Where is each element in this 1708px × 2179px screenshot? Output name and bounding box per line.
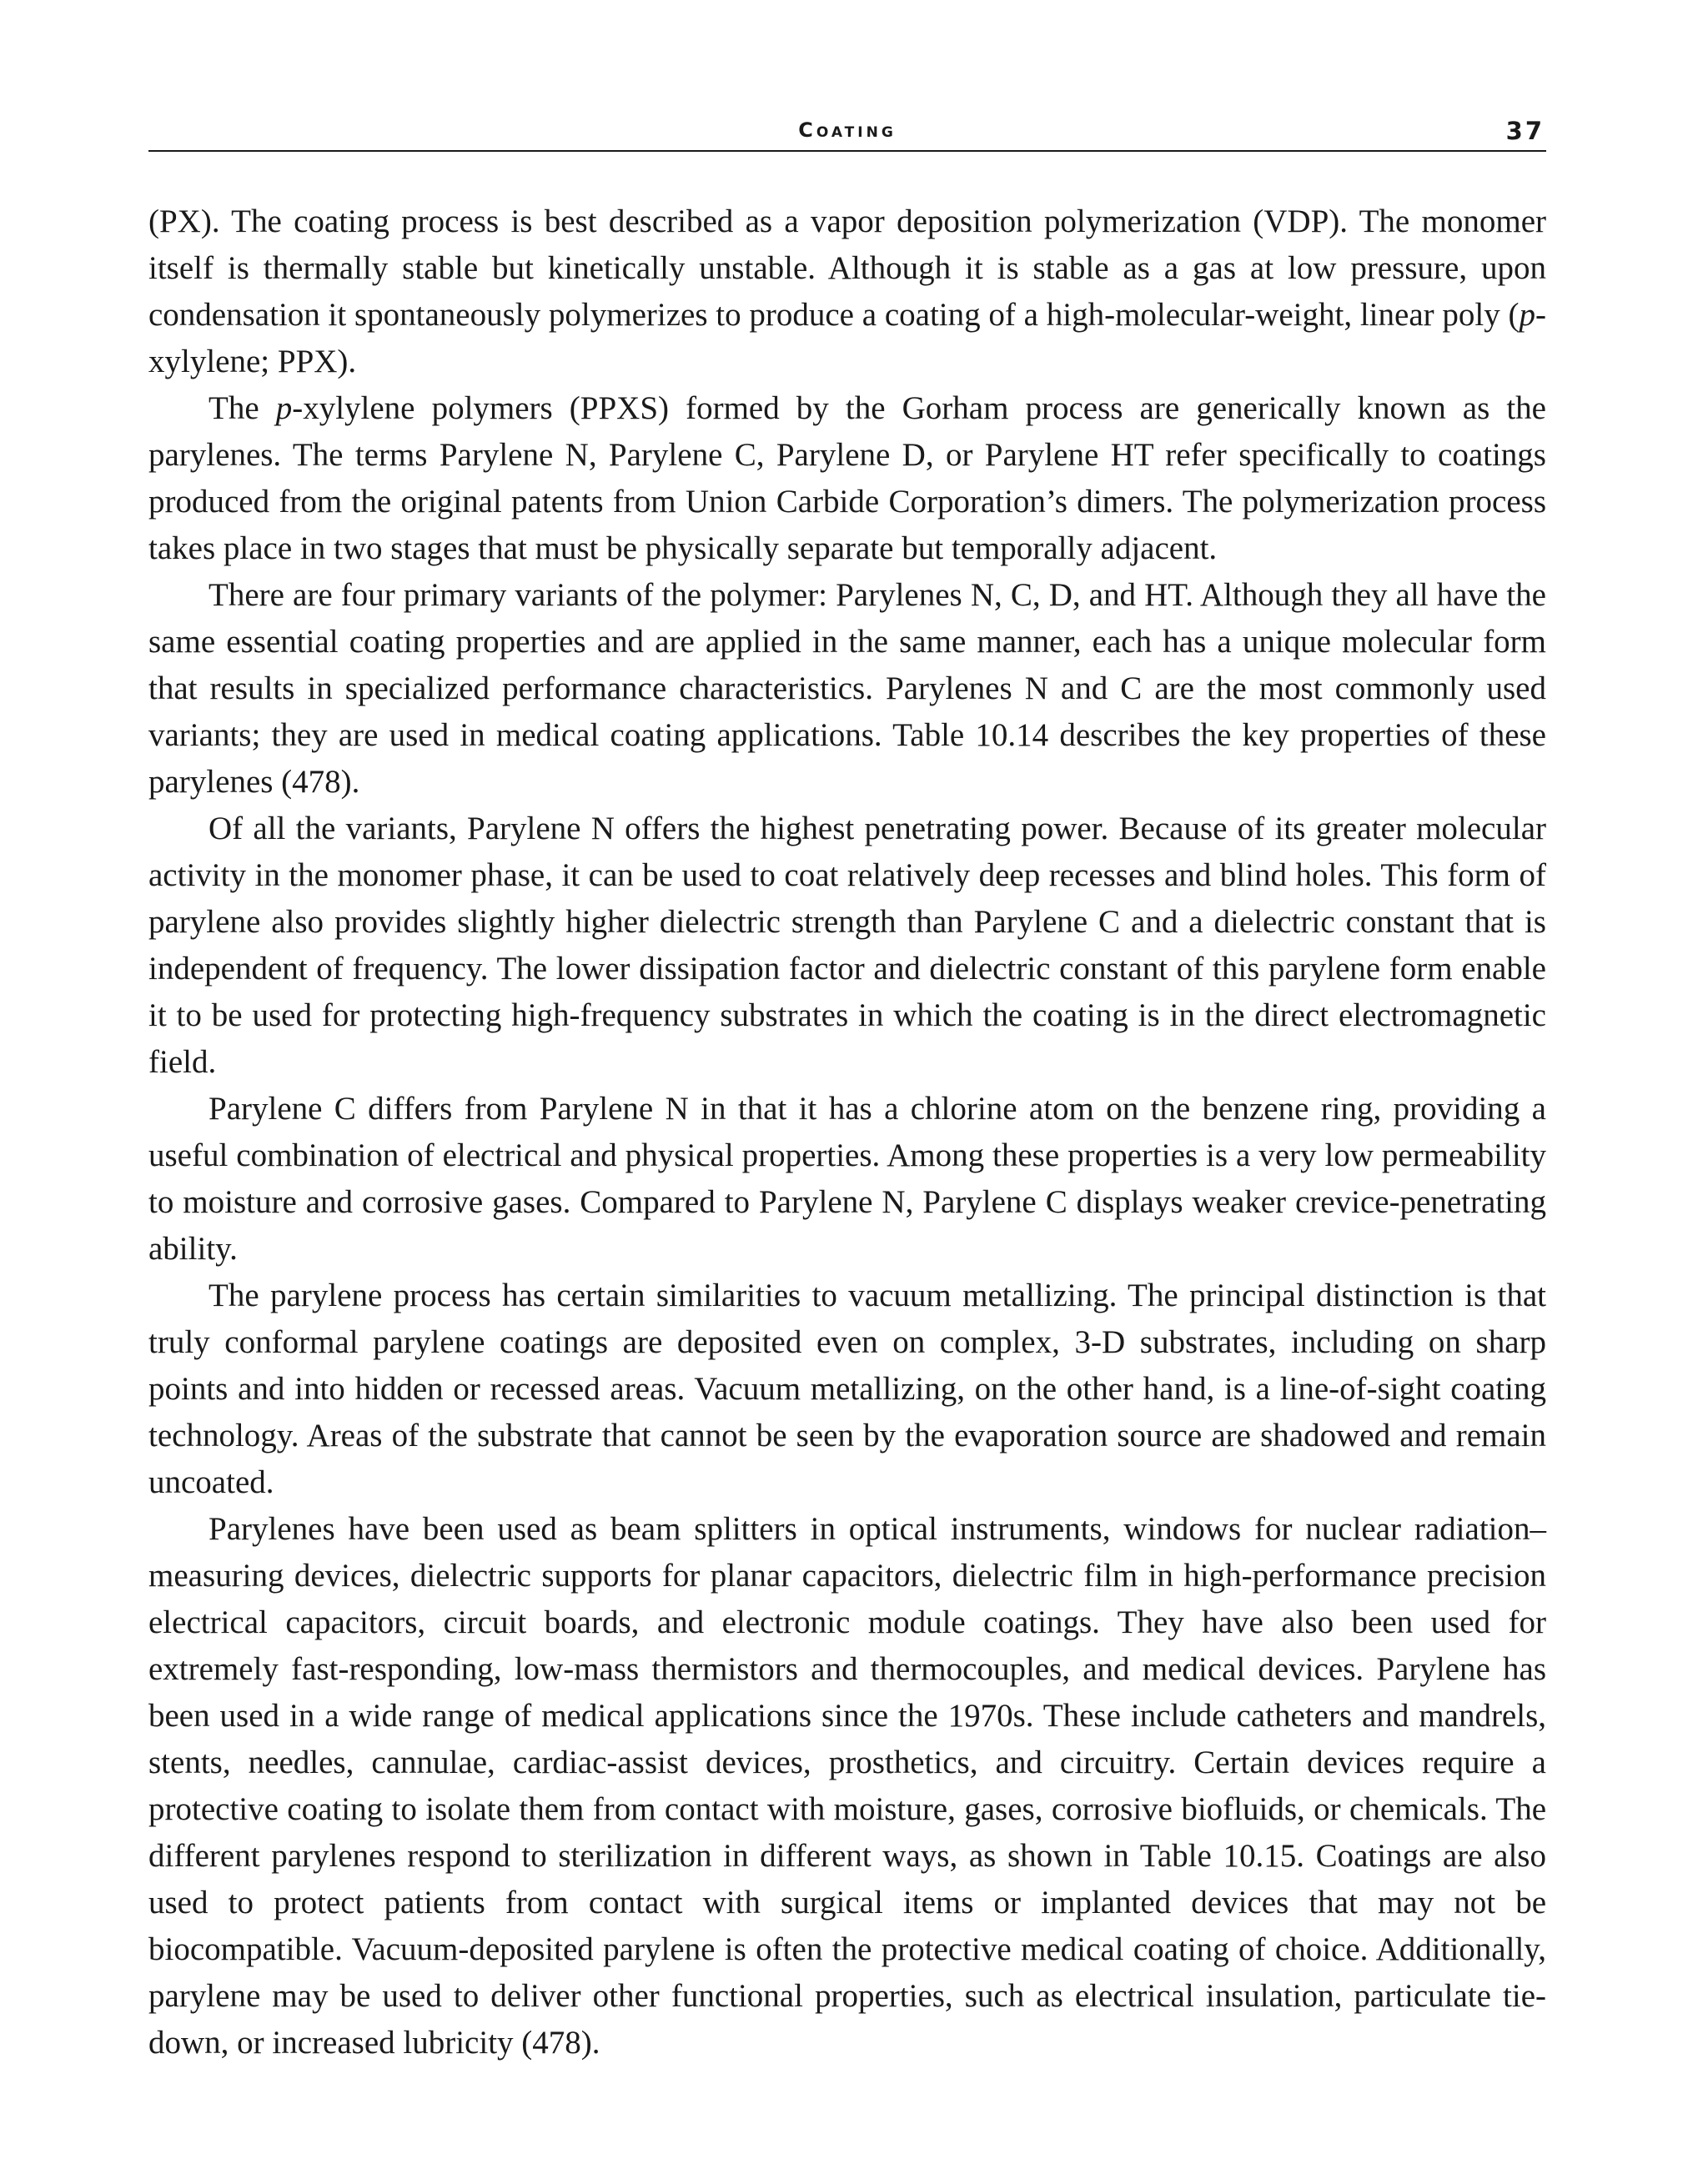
paragraph-5: Parylene C differs from Parylene N in that it has a chlorine atom on the benzene ring, providing a useful combination of electrical and physical properties. Among these properties is a very low permeability to moisture and corrosive gases. Compared to Parylene N, Parylene C displays weaker crevice-penetrating ability. — [148, 1091, 1546, 1267]
paragraph-2-lead: The — [208, 390, 276, 426]
paragraph-4: Of all the variants, Parylene N offers the highest penetrating power. Because of its greater molecular activity in the monomer phase, it can be used to coat relatively deep recesses and blind holes. This form of parylene also provides slightly higher dielectric strength than Parylene C and a dielectric constant that is independent of frequency. The lower dissipation factor and dielectric constant of this parylene form enable it to be used for protecting high-frequency substrates in which the coating is in the direct electromagnetic field. — [148, 811, 1546, 1080]
paragraph-3: There are four primary variants of the polymer: Parylenes N, C, D, and HT. Although they all have the same essential coating properties and are applied in the same manner, each has a unique molecular form that results in specialized performance characteristics. Parylenes N and C are the most commonly used variants; they are used in medical coating applications. Table 10.14 describes the key properties of these parylenes (478). — [148, 577, 1546, 800]
paragraph-2 — [148, 385, 1546, 572]
paragraph-2-rest: -xylylene polymers (PPXS) formed by the Gorham process are generically known as the parylenes. The terms Parylene N, Parylene C, Parylene D, or Parylene HT refer specifically to coatings produced from the original patents from Union Carbide Corporation’s dimers. The polymerization process takes place in two stages that must be physically separate but temporally adjacent. — [148, 390, 1546, 566]
page-number: 37 — [1505, 117, 1545, 145]
running-head-title: Coating — [798, 118, 897, 142]
paragraph-1: (PX). The coating process is best described as a vapor deposition polymerization (VDP). The monomer itself is thermally stable but kinetically unstable. Although it is stable as a gas at low pressure, upon condensation it spontaneously polymerizes to produce a coating of a high-molecular-weight, linear poly (p-xylylene; PPX). — [148, 203, 1546, 379]
body-text — [148, 198, 1546, 2066]
paragraph-6: The parylene process has certain similarities to vacuum metallizing. The principal distinction is that truly conformal parylene coatings are deposited even on complex, 3-D substrates, including on sharp points and into hidden or recessed areas. Vacuum metallizing, on the other hand, is a line-of-sight coating technology. Areas of the substrate that cannot be seen by the evaporation source are shadowed and remain uncoated. — [148, 1278, 1546, 1500]
running-head — [148, 117, 1546, 152]
italic-p-prefix: p — [275, 390, 293, 426]
italic-p-prefix-1: p — [1519, 297, 1535, 333]
paragraph-7: Parylenes have been used as beam splitters in optical instruments, windows for nuclear radiation–measuring devices, dielectric supports for planar capacitors, dielectric film in high-performance precision electrical capacitors, circuit boards, and electronic module coatings. They have also been used for extremely fast-responding, low-mass thermistors and thermocouples, and medical devices. Parylene has been used in a wide range of medical applications since the 1970s. These include catheters and mandrels, stents, needles, cannulae, cardiac-assist devices, prosthetics, and circuitry. Certain devices require a protective coating to isolate them from contact with moisture, gases, corrosive biofluids, or chemicals. The different parylenes respond to sterilization in different ways, as shown in Table 10.15. Coatings are also used to protect patients from contact with surgical items or implanted devices that may not be biocompatible. Vacuum-deposited parylene is often the protective medical coating of choice. Additionally, parylene may be used to deliver other functional properties, such as electrical insulation, particulate tie-down, or increased lubricity (478). — [148, 1511, 1546, 2061]
